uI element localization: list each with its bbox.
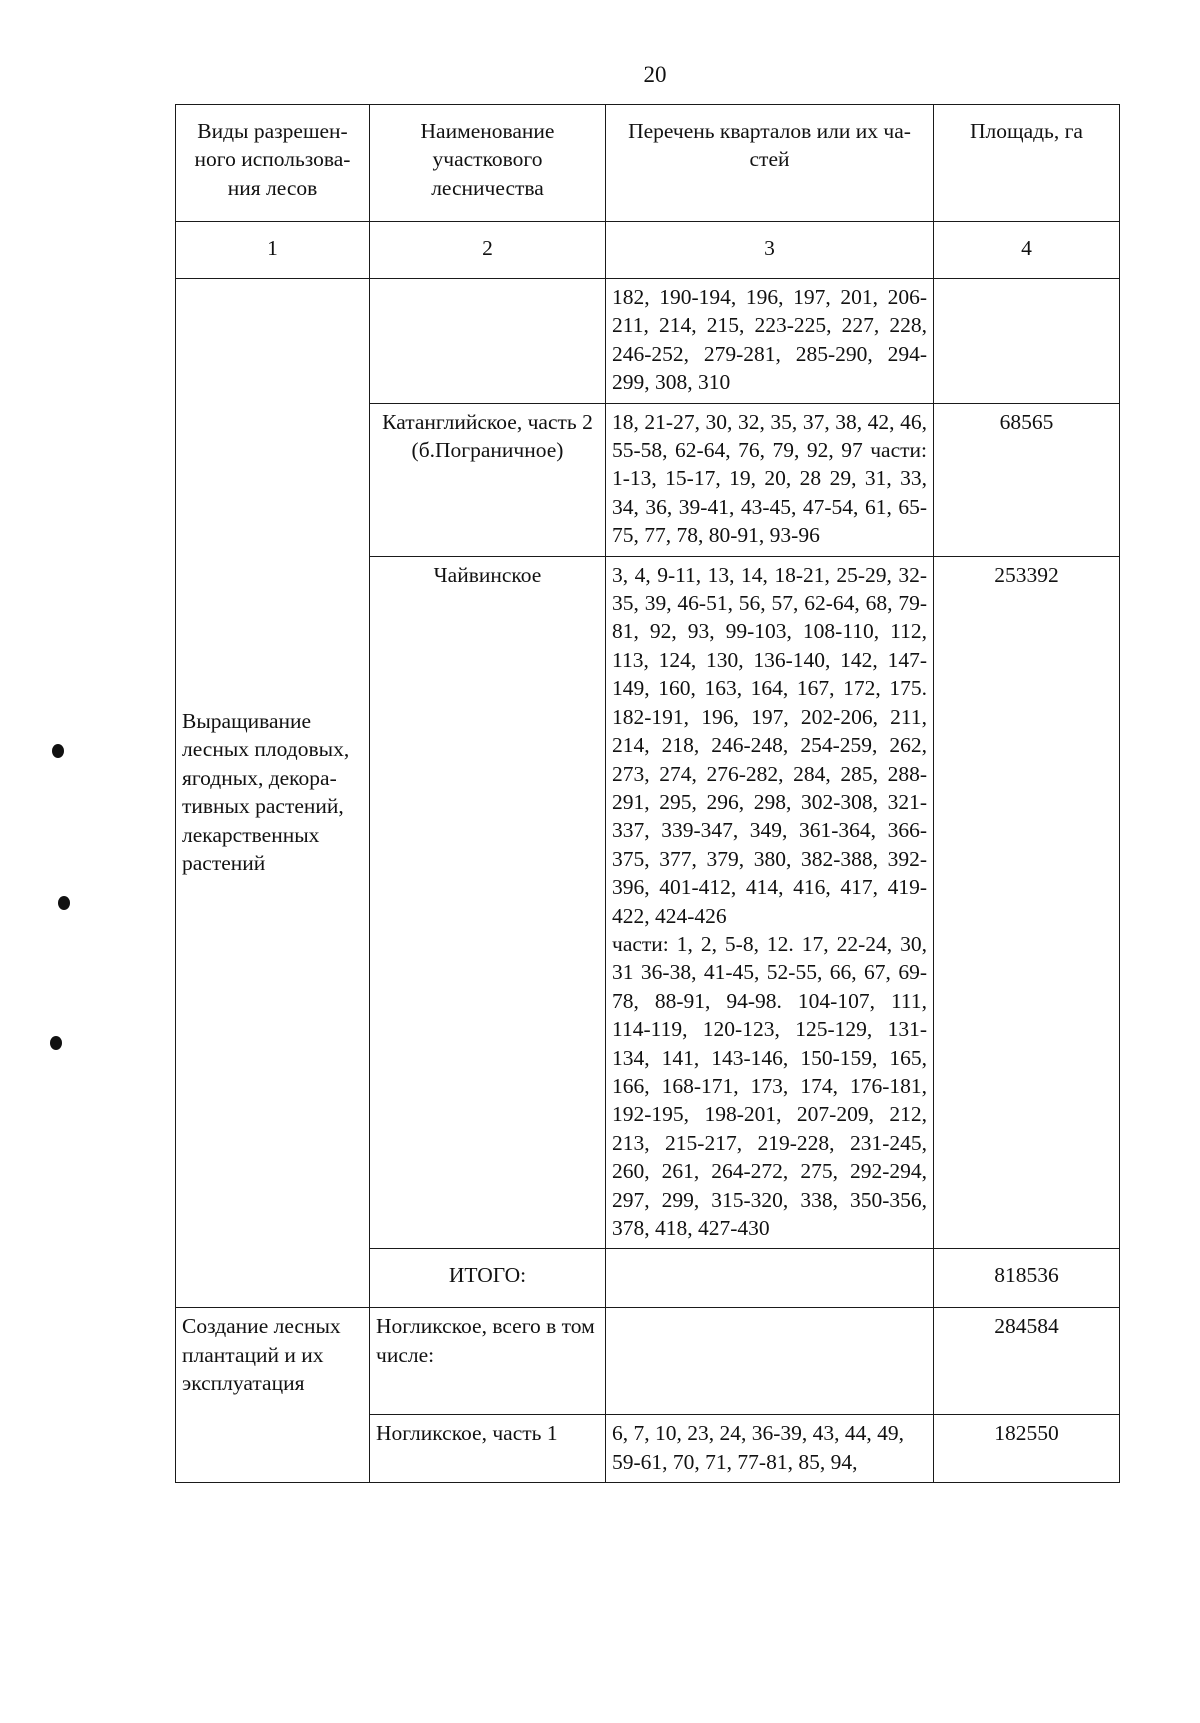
quarters-cell [606, 556, 934, 1249]
quarters-parts-list: части: 1, 2, 5-8, 12. 17, 22-24, 30, 31 36-38, 41-45, 52-55, 66, 67, 69-78, 88-91, 94-98. 104-107, 111, 114-119, 120-123, 125-129, 131-134, 141, 143-146, 150-159, 165, 166, 168-171, 173, 174, 176-181, 192-195, 198-201, 207-209, 212, 213, 215-217, 219-228, 231-245, 260, 261, 264-272, 275, 292-294, 297, 299, 315-320, 338, 350-356, 378, 418, 427-430 [612, 931, 927, 1240]
quarters-cell [606, 1249, 934, 1308]
total-area: 818536 [934, 1249, 1120, 1308]
column-number: 2 [370, 222, 606, 279]
usage-type-cell: Выращивание лесных плодовых, ягодных, декора-тивных растений, лекарственных растений [176, 279, 370, 1308]
quarters-cell [606, 1308, 934, 1415]
scan-hole-mark [58, 896, 70, 910]
quarters-cell: 182, 190-194, 196, 197, 201, 206-211, 214, 215, 223-225, 227, 228, 246-252, 279-281, 285-290, 294-299, 308, 310 [606, 279, 934, 404]
page-number: 20 [643, 62, 667, 87]
forestry-cell [370, 279, 606, 404]
forestry-cell: Ногликское, часть 1 [370, 1415, 606, 1483]
area-cell: 253392 [934, 556, 1120, 1249]
usage-type-cell: Создание лесных плантаций и их эксплуатация [176, 1308, 370, 1483]
forest-use-table [175, 104, 1120, 1483]
quarters-cell: 18, 21-27, 30, 32, 35, 37, 38, 42, 46, 55-58, 62-64, 76, 79, 92, 97 части: 1-13, 15-17, 19, 20, 28 29, 31, 33, 34, 36, 39-41, 43-45, 47-54, 61, 65-75, 77, 78, 80-91, 93-96 [606, 403, 934, 556]
area-cell [934, 279, 1120, 404]
area-cell: 284584 [934, 1308, 1120, 1415]
table-row [176, 1308, 1120, 1415]
area-cell: 68565 [934, 403, 1120, 556]
column-number: 1 [176, 222, 370, 279]
header-area: Площадь, га [934, 105, 1120, 222]
scan-hole-mark [52, 744, 64, 758]
column-number-row [176, 222, 1120, 279]
table-row [176, 279, 1120, 404]
scan-hole-mark [50, 1036, 62, 1050]
header-usage-type: Виды разрешен-ного использова-ния лесов [176, 105, 370, 222]
total-label: ИТОГО: [370, 1249, 606, 1308]
table-header-row [176, 105, 1120, 222]
quarters-full-list: 3, 4, 9-11, 13, 14, 18-21, 25-29, 32-35, 39, 46-51, 56, 57, 62-64, 68, 79-81, 92, 93, 99-103, 108-110, 112, 113, 124, 130, 136-140, 142, 147-149, 160, 163, 164, 167, 172, 175. 182-191, 196, 197, 202-206, 211, 214, 218, 246-248, 254-259, 262, 273, 274, 276-282, 284, 285, 288-291, 295, 296, 298, 302-308, 321-337, 339-347, 349, 361-364, 366-375, 377, 379, 380, 382-388, 392-396, 401-412, 414, 416, 417, 419-422, 424-426 [612, 562, 927, 928]
header-quarters-list: Перечень кварталов или их ча-стей [606, 105, 934, 222]
quarters-cell: 6, 7, 10, 23, 24, 36-39, 43, 44, 49, 59-61, 70, 71, 77-81, 85, 94, [606, 1415, 934, 1483]
forestry-cell: Катанглийское, часть 2 (б.Пограничное) [370, 403, 606, 556]
forestry-cell: Чайвинское [370, 556, 606, 1249]
header-forestry-name: Наименование участкового лесничества [370, 105, 606, 222]
column-number: 3 [606, 222, 934, 279]
forestry-cell: Ногликское, всего в том числе: [370, 1308, 606, 1415]
column-number: 4 [934, 222, 1120, 279]
area-cell: 182550 [934, 1415, 1120, 1483]
